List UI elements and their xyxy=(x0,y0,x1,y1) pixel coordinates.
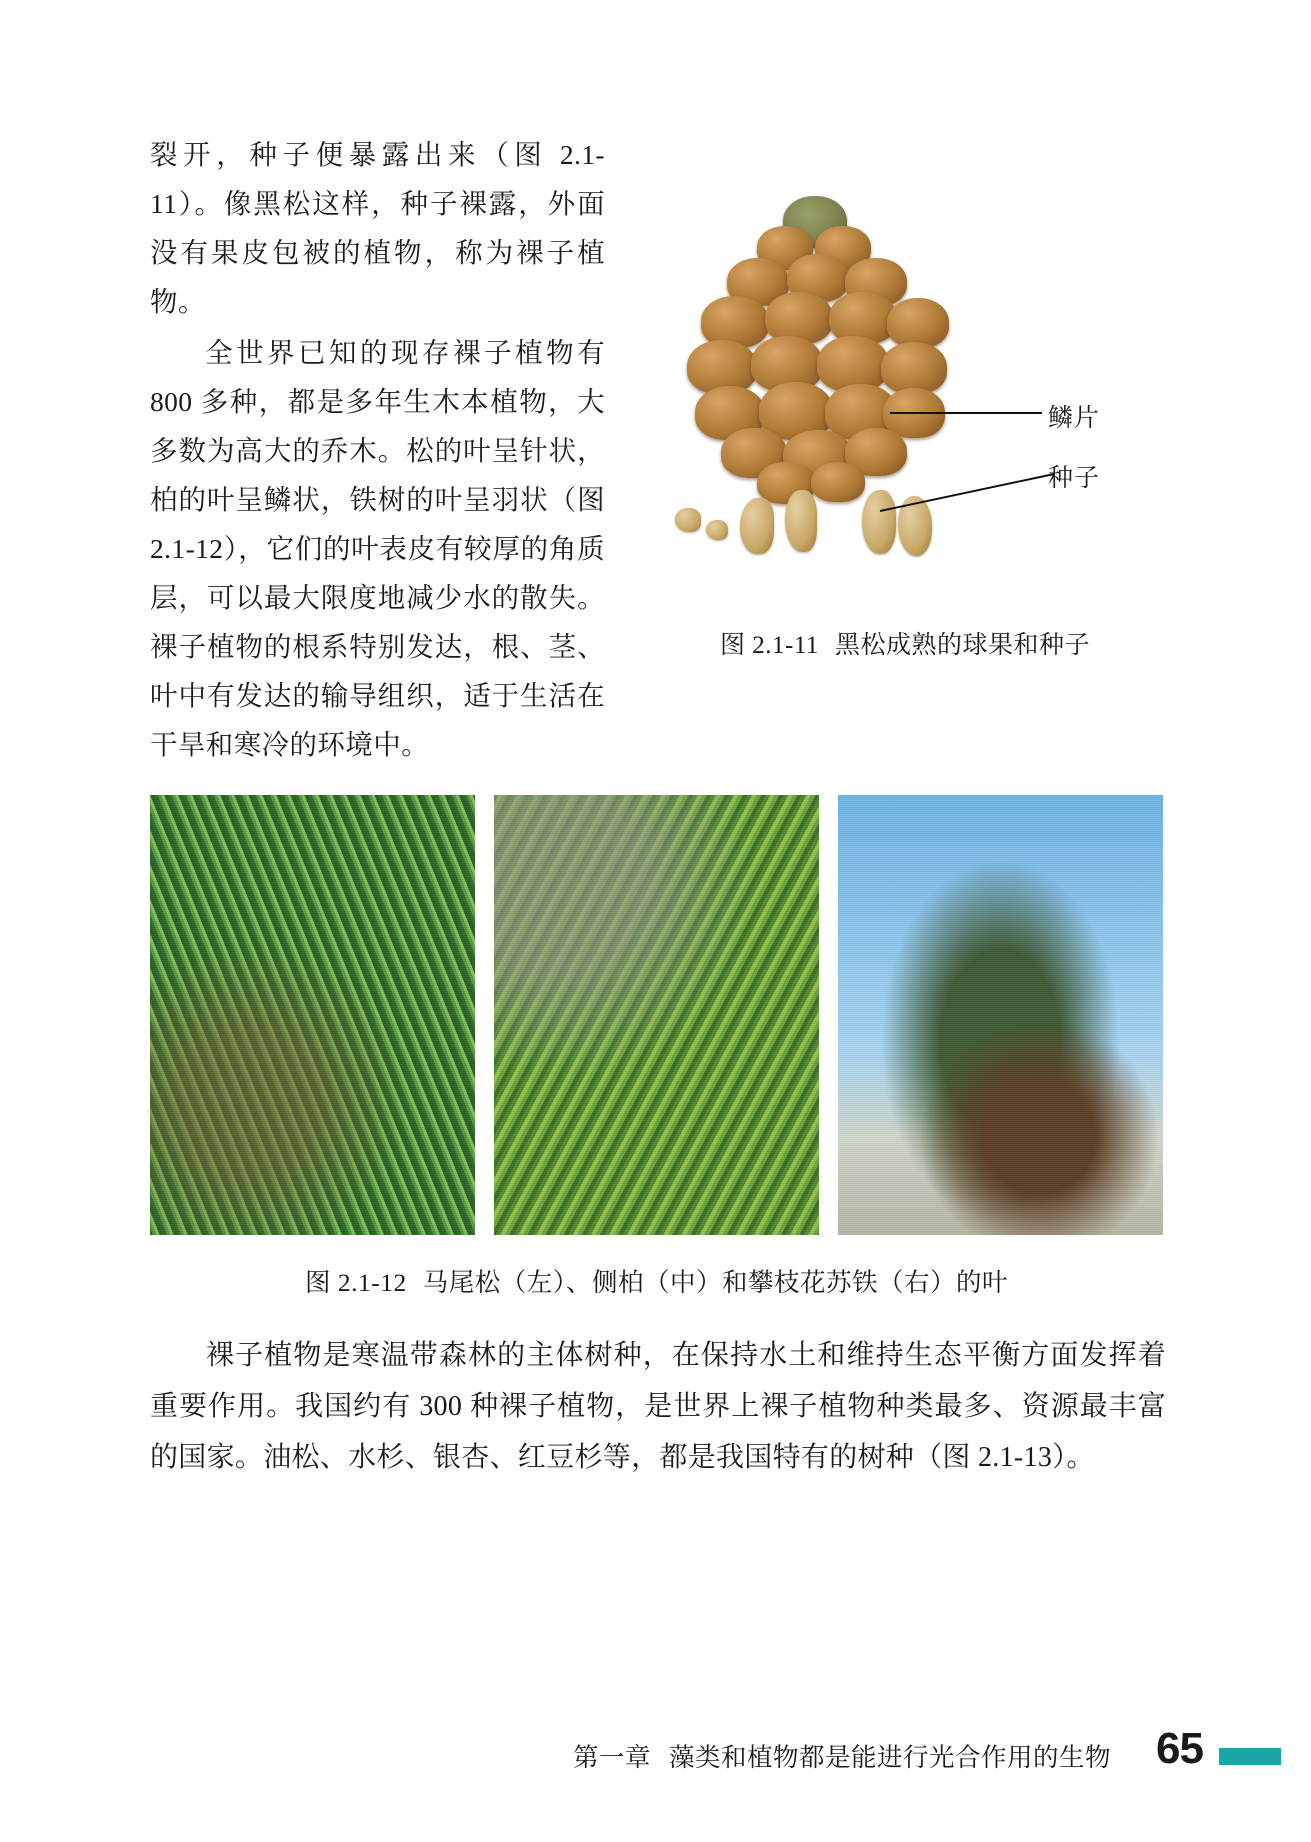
seed-1 xyxy=(675,508,701,532)
photo-grain-overlay xyxy=(494,795,819,1235)
paragraph-3: 裸子植物是寒温带森林的主体树种，在保持水土和维持生态平衡方面发挥着重要作用。我国约有 300 种裸子植物，是世界上裸子植物种类最多、资源最丰富的国家。油松、水杉、银杏、红豆杉等，都是我国特有的树种（图 2.1-13）。 xyxy=(150,1340,1166,1473)
photo-grain-overlay xyxy=(838,795,1163,1235)
seed-3 xyxy=(740,498,774,554)
footer-accent-bar xyxy=(1219,1748,1281,1765)
cone-body xyxy=(665,200,965,490)
figure-cone-caption xyxy=(640,625,1170,661)
photo-grain-overlay xyxy=(150,795,475,1235)
figure-cone-caption-text: 黑松成熟的球果和种子 xyxy=(834,632,1090,659)
footer-running-head xyxy=(573,1738,1111,1774)
photo-pine-needles xyxy=(150,795,475,1235)
footer-title: 藻类和植物都是能进行光合作用的生物 xyxy=(668,1743,1111,1772)
top-section xyxy=(150,130,1170,760)
figure-cone xyxy=(640,190,1170,700)
label-seed: 种子 xyxy=(1048,465,1101,492)
seed-2 xyxy=(706,520,728,540)
figure-leaves-caption xyxy=(150,1263,1163,1299)
page-number: 65 xyxy=(1156,1724,1203,1773)
figure-leaves-caption-text: 马尾松（左）、侧柏（中）和攀枝花苏铁（右）的叶 xyxy=(422,1268,1008,1297)
seed-4 xyxy=(785,490,817,552)
seed-5 xyxy=(862,490,896,554)
pine-cone-illustration xyxy=(640,190,1000,590)
page-footer xyxy=(0,1724,1311,1784)
paragraph-2: 全世界已知的现存裸子植物有 800 多种，都是多年生木本植物，大多数为高大的乔木。松的叶呈针状，柏的叶呈鳞状，铁树的叶呈羽状（图 2.1-12），它们的叶表皮有较厚的角质层，可以最大限度地减少水的散失。裸子植物的根系特别发达，根、茎、叶中有发达的输导组织，适于生活在干旱和寒冷的环境中。 xyxy=(150,337,605,760)
footer-chapter: 第一章 xyxy=(572,1743,651,1772)
photo-cycad-plant xyxy=(838,795,1163,1235)
figure-leaves-caption-number: 图 2.1-12 xyxy=(304,1268,407,1297)
photo-cypress-leaves xyxy=(494,795,819,1235)
label-scale: 鳞片 xyxy=(1048,405,1101,432)
text-column xyxy=(150,130,605,769)
paragraph-1: 裂开，种子便暴露出来（图 2.1-11）。像黑松这样，种子裸露，外面没有果皮包被的植物，称为裸子植物。 xyxy=(150,139,605,317)
figure-cone-caption-number: 图 2.1-11 xyxy=(720,632,819,659)
leaf-photo-row xyxy=(150,795,1163,1235)
leader-line-scale xyxy=(890,412,1042,414)
